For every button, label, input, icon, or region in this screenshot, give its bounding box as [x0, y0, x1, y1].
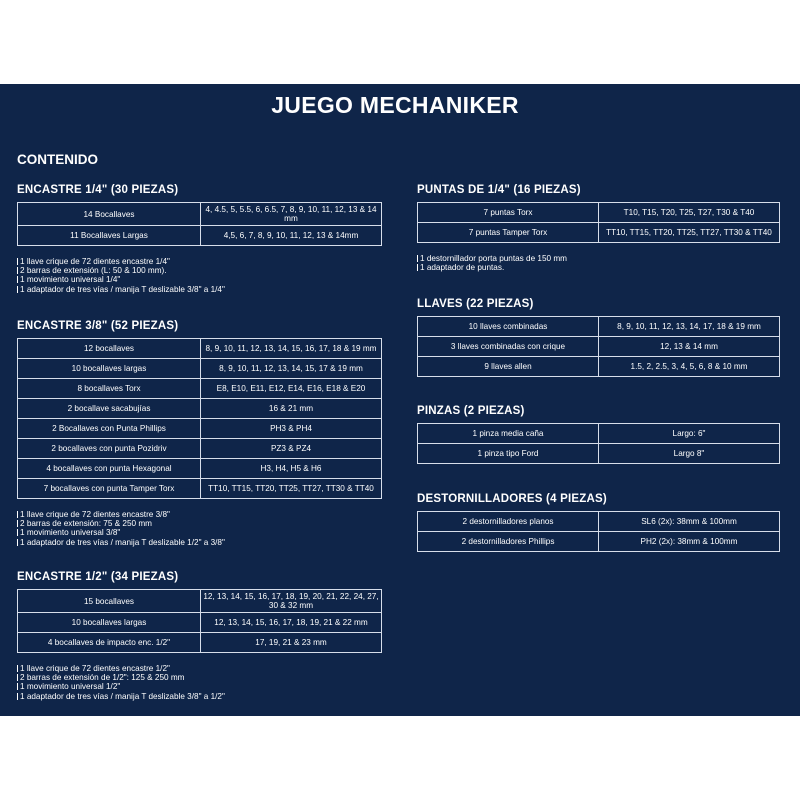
bullet-bar-icon — [17, 683, 18, 690]
item-cell: 10 llaves combinadas — [418, 317, 599, 337]
item-cell: 2 destornilladores planos — [418, 512, 599, 532]
note-item — [417, 254, 780, 263]
table-row — [418, 317, 780, 337]
contents-table — [17, 589, 382, 653]
sizes-cell: Largo: 6" — [599, 424, 780, 444]
sizes-cell: TT10, TT15, TT20, TT25, TT27, TT30 & TT40 — [599, 223, 780, 243]
sizes-cell: T10, T15, T20, T25, T27, T30 & T40 — [599, 203, 780, 223]
item-cell: 10 bocallaves largas — [18, 613, 201, 633]
bullet-bar-icon — [17, 286, 18, 293]
note-item — [17, 664, 382, 673]
section-title: ENCASTRE 3/8" (52 PIEZAS) — [17, 320, 179, 332]
contents-table — [417, 316, 780, 377]
table-row — [418, 444, 780, 464]
bullet-bar-icon — [17, 276, 18, 283]
note-text: 1 llave crique de 72 dientes encastre 1/4" — [20, 257, 170, 266]
section-llaves — [417, 298, 780, 377]
sizes-cell: 12, 13, 14, 15, 16, 17, 18, 19, 21 & 22 mm — [201, 613, 382, 633]
table-row — [418, 203, 780, 223]
item-cell: 2 destornilladores Phillips — [418, 532, 599, 552]
table-row — [18, 419, 382, 439]
note-text: 1 movimiento universal 3/8" — [20, 528, 121, 538]
bullet-bar-icon — [17, 258, 18, 265]
sizes-cell: 4,5, 6, 7, 8, 9, 10, 11, 12, 13 & 14mm — [201, 226, 382, 246]
item-cell: 14 Bocallaves — [18, 203, 201, 226]
item-cell: 7 puntas Tamper Torx — [418, 223, 599, 243]
note-text: 2 barras de extensión de 1/2": 125 & 250 mm — [20, 673, 185, 683]
page-title: JUEGO MECHANIKER — [271, 92, 519, 118]
table-row — [18, 203, 382, 226]
note-item — [17, 519, 382, 528]
bullet-bar-icon — [417, 264, 418, 271]
sizes-cell: 16 & 21 mm — [201, 399, 382, 419]
table-row — [18, 590, 382, 613]
note-item — [17, 692, 382, 701]
section-title: LLAVES (22 PIEZAS) — [417, 298, 534, 310]
section-title: ENCASTRE 1/2" (34 PIEZAS) — [17, 571, 179, 583]
section-encastre-1-2 — [17, 571, 382, 701]
item-cell: 2 bocallaves con punta Pozidriv — [18, 439, 201, 459]
sizes-cell: TT10, TT15, TT20, TT25, TT27, TT30 & TT40 — [201, 479, 382, 499]
table-row — [18, 399, 382, 419]
item-cell: 15 bocallaves — [18, 590, 201, 613]
table-row — [18, 359, 382, 379]
contents-heading: CONTENIDO — [17, 152, 98, 167]
item-cell: 7 puntas Torx — [418, 203, 599, 223]
note-text: 1 adaptador de tres vías / manija T deslizable 3/8" a 1/4" — [20, 284, 225, 294]
table-row — [18, 379, 382, 399]
table-row — [418, 424, 780, 444]
note-item — [17, 682, 382, 691]
note-text: 1 adaptador de puntas. — [420, 263, 505, 273]
section-encastre-3-8 — [17, 320, 382, 547]
note-text: 1 llave crique de 72 dientes encastre 3/8" — [20, 510, 170, 519]
note-text: 1 movimiento universal 1/2" — [20, 682, 121, 692]
table-row — [18, 613, 382, 633]
bullet-bar-icon — [17, 539, 18, 546]
section-title: PINZAS (2 PIEZAS) — [417, 405, 525, 417]
sizes-cell: 17, 19, 21 & 23 mm — [201, 633, 382, 653]
table-row — [18, 439, 382, 459]
sizes-cell: 12, 13, 14, 15, 16, 17, 18, 19, 20, 21, 22, 24, 27, 30 & 32 mm — [201, 590, 382, 613]
section-encastre-1-4 — [17, 184, 382, 294]
bullet-bar-icon — [17, 529, 18, 536]
section-pinzas — [417, 405, 780, 464]
contents-table — [417, 511, 780, 552]
note-item — [17, 673, 382, 682]
bullet-bar-icon — [17, 520, 18, 527]
item-cell: 8 bocallaves Torx — [18, 379, 201, 399]
sizes-cell: PH2 (2x): 38mm & 100mm — [599, 532, 780, 552]
table-row — [418, 337, 780, 357]
table-row — [418, 357, 780, 377]
note-item — [17, 538, 382, 547]
item-cell: 1 pinza tipo Ford — [418, 444, 599, 464]
accessory-notes — [17, 510, 382, 547]
item-cell: 4 bocallaves de impacto enc. 1/2" — [18, 633, 201, 653]
sizes-cell: H3, H4, H5 & H6 — [201, 459, 382, 479]
item-cell: 4 bocallaves con punta Hexagonal — [18, 459, 201, 479]
catalog-panel — [0, 84, 800, 716]
item-cell: 11 Bocallaves Largas — [18, 226, 201, 246]
sizes-cell: 12, 13 & 14 mm — [599, 337, 780, 357]
bullet-bar-icon — [17, 693, 18, 700]
item-cell: 2 bocallave sacabujías — [18, 399, 201, 419]
sizes-cell: 8, 9, 10, 11, 12, 13, 14, 15, 17 & 19 mm — [201, 359, 382, 379]
note-item — [417, 263, 780, 272]
accessory-notes — [17, 257, 382, 294]
sizes-cell: 1.5, 2, 2.5, 3, 4, 5, 6, 8 & 10 mm — [599, 357, 780, 377]
table-row — [418, 223, 780, 243]
bullet-bar-icon — [17, 674, 18, 681]
item-cell: 12 bocallaves — [18, 339, 201, 359]
note-item — [17, 275, 382, 284]
item-cell: 9 llaves allen — [418, 357, 599, 377]
section-title: DESTORNILLADORES (4 PIEZAS) — [417, 493, 607, 505]
note-item — [17, 266, 382, 275]
accessory-notes — [417, 254, 780, 272]
section-destornilladores — [417, 493, 780, 552]
sizes-cell: PH3 & PH4 — [201, 419, 382, 439]
contents-table — [417, 202, 780, 243]
note-text: 1 movimiento universal 1/4" — [20, 275, 121, 285]
table-row — [418, 532, 780, 552]
sizes-cell: PZ3 & PZ4 — [201, 439, 382, 459]
section-title: ENCASTRE 1/4" (30 PIEZAS) — [17, 184, 179, 196]
table-row — [418, 512, 780, 532]
item-cell: 2 Bocallaves con Punta Phillips — [18, 419, 201, 439]
item-cell: 7 bocallaves con punta Tamper Torx — [18, 479, 201, 499]
note-item — [17, 257, 382, 266]
bullet-bar-icon — [17, 267, 18, 274]
note-text: 1 adaptador de tres vías / manija T deslizable 1/2" a 3/8" — [20, 537, 225, 547]
note-text: 2 barras de extensión (L: 50 & 100 mm). — [20, 266, 167, 276]
sizes-cell: 4, 4.5, 5, 5.5, 6, 6.5, 7, 8, 9, 10, 11, 12, 13 & 14 mm — [201, 203, 382, 226]
note-item — [17, 285, 382, 294]
bullet-bar-icon — [17, 665, 18, 672]
bullet-bar-icon — [417, 255, 418, 262]
sizes-cell: 8, 9, 10, 11, 12, 13, 14, 17, 18 & 19 mm — [599, 317, 780, 337]
bullet-bar-icon — [17, 511, 18, 518]
note-item — [17, 510, 382, 519]
table-row — [18, 479, 382, 499]
sizes-cell: SL6 (2x): 38mm & 100mm — [599, 512, 780, 532]
contents-table — [17, 338, 382, 499]
sizes-cell: Largo 8" — [599, 444, 780, 464]
accessory-notes — [17, 664, 382, 701]
note-text: 1 adaptador de tres vías / manija T deslizable 3/8" a 1/2" — [20, 691, 225, 701]
contents-table — [17, 202, 382, 246]
table-row — [18, 459, 382, 479]
sizes-cell: 8, 9, 10, 11, 12, 13, 14, 15, 16, 17, 18 & 19 mm — [201, 339, 382, 359]
item-cell: 3 llaves combinadas con crique — [418, 337, 599, 357]
note-text: 2 barras de extensión: 75 & 250 mm — [20, 519, 152, 529]
section-puntas-1-4 — [417, 184, 780, 272]
contents-table — [417, 423, 780, 464]
item-cell: 10 bocallaves largas — [18, 359, 201, 379]
sizes-cell: E8, E10, E11, E12, E14, E16, E18 & E20 — [201, 379, 382, 399]
table-row — [18, 633, 382, 653]
table-row — [18, 226, 382, 246]
note-text: 1 llave crique de 72 dientes encastre 1/2" — [20, 664, 170, 673]
table-row — [18, 339, 382, 359]
item-cell: 1 pinza media caña — [418, 424, 599, 444]
note-item — [17, 528, 382, 537]
note-text: 1 destornillador porta puntas de 150 mm — [420, 254, 568, 263]
section-title: PUNTAS DE 1/4" (16 PIEZAS) — [417, 184, 581, 196]
